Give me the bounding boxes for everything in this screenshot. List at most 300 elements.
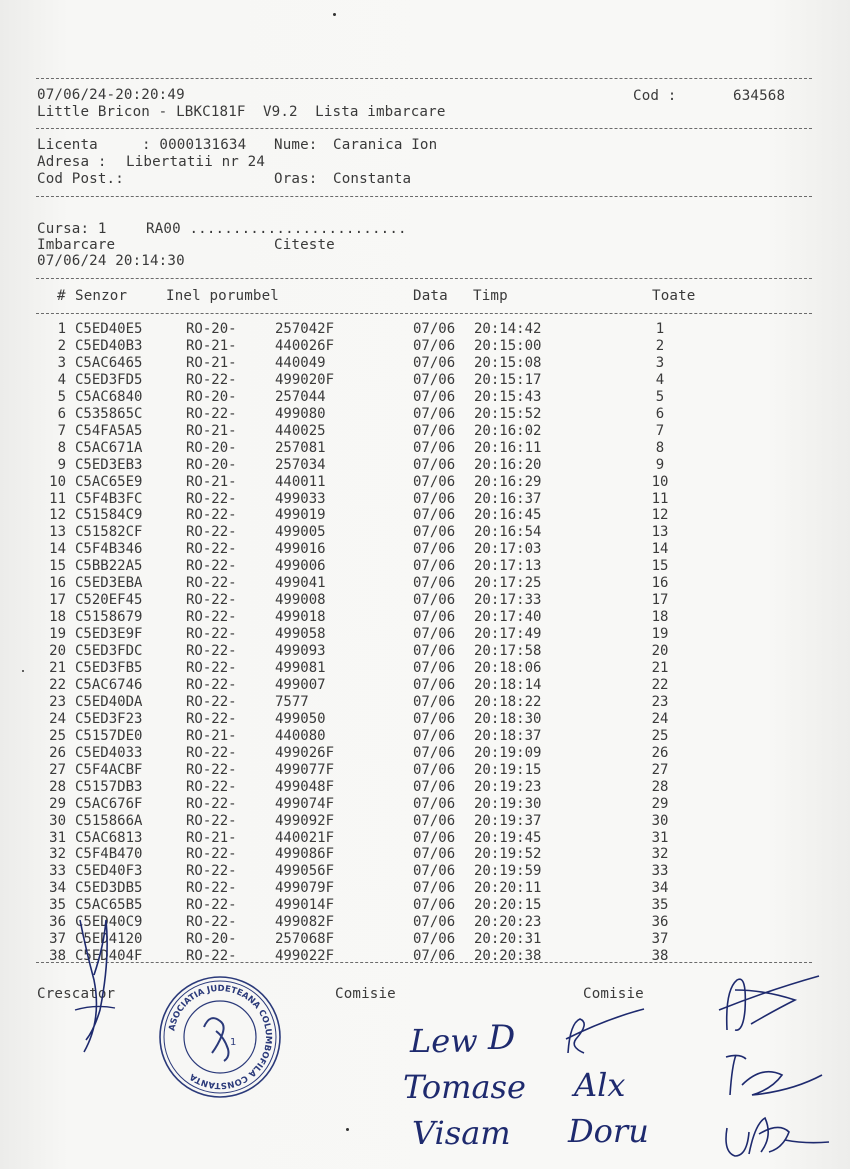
sensor-id: C5ED40E5: [75, 321, 143, 337]
table-row: [0, 796, 850, 813]
ring-number: 499020F: [275, 371, 335, 388]
ring-number: 440080: [275, 727, 326, 744]
table-row: [0, 457, 850, 474]
sensor-id: C5ED3FDC: [75, 643, 143, 660]
ring-prefix: RO-22-: [186, 676, 237, 693]
sensor-id: C5158679: [75, 609, 143, 626]
ring-prefix: RO-20-: [186, 456, 237, 473]
ring-prefix: RO-22-: [186, 541, 237, 558]
sensor-id: C5ED3EB3: [75, 456, 143, 473]
arrival-date: 07/06: [413, 643, 456, 660]
ring-prefix: RO-22-: [186, 761, 237, 778]
oras-value: Constanta: [333, 171, 412, 187]
ring-number: 499086F: [275, 846, 335, 863]
codpost-label: Cod Post.:: [37, 171, 124, 187]
arrival-date: 07/06: [413, 592, 456, 609]
rank-all: 35: [651, 897, 669, 914]
table-row: [0, 711, 850, 728]
arrival-date: 07/06: [413, 795, 456, 812]
col-header-data: Data: [413, 288, 448, 304]
table-row: [0, 575, 850, 592]
table-row: [0, 338, 850, 355]
row-index: 7: [57, 422, 66, 439]
ring-prefix: RO-22-: [186, 592, 237, 609]
arrival-time: 20:20:31: [474, 931, 542, 948]
table-row: [0, 406, 850, 423]
ring-number: 7577: [275, 693, 309, 710]
table-row: [0, 897, 850, 914]
table-row: [0, 491, 850, 508]
sensor-id: C5ED4033: [75, 744, 143, 761]
table-row: [0, 440, 850, 457]
arrival-date: 07/06: [413, 948, 456, 965]
handwritten-name-3a: Visam: [412, 1114, 511, 1152]
ring-prefix: RO-21-: [186, 337, 237, 354]
row-index: 19: [49, 626, 66, 643]
row-index: 28: [49, 778, 66, 795]
ring-number: 257044: [275, 388, 326, 405]
col-header-senzor: Senzor: [75, 288, 128, 304]
arrival-time: 20:15:52: [474, 405, 542, 422]
handwritten-name-3b: Doru: [568, 1112, 649, 1150]
ring-prefix: RO-22-: [186, 405, 237, 422]
separator-line: [36, 196, 812, 197]
table-row: [0, 677, 850, 694]
sensor-id: C54FA5A5: [75, 422, 143, 439]
arrival-time: 20:16:29: [474, 473, 542, 490]
row-index: 17: [49, 592, 66, 609]
ring-number: 499050: [275, 710, 326, 727]
row-index: 11: [49, 490, 66, 507]
row-index: 3: [57, 354, 66, 371]
comisie-label: Comisie: [335, 986, 396, 1002]
row-index: 1: [57, 321, 66, 337]
rank-all: 32: [651, 846, 669, 863]
table-row: [0, 592, 850, 609]
arrival-time: 20:19:30: [474, 795, 542, 812]
arrival-time: 20:18:30: [474, 710, 542, 727]
ring-number: 499081: [275, 660, 326, 676]
table-row: [0, 524, 850, 541]
arrival-time: 20:19:52: [474, 846, 542, 863]
separator-line: [36, 278, 812, 279]
row-index: 6: [57, 405, 66, 422]
arrival-time: 20:16:20: [474, 456, 542, 473]
rank-all: 16: [651, 575, 669, 592]
arrival-time: 20:16:54: [474, 524, 542, 541]
ring-prefix: RO-22-: [186, 710, 237, 727]
table-row: [0, 762, 850, 779]
row-index: 4: [57, 371, 66, 388]
sensor-id: C5AC6813: [75, 829, 143, 846]
sensor-id: C5ED3E9F: [75, 626, 143, 643]
sensor-id: C5F4B3FC: [75, 490, 143, 507]
ring-prefix: RO-20-: [186, 931, 237, 948]
arrival-time: 20:17:40: [474, 609, 542, 626]
row-index: 31: [49, 829, 66, 846]
arrival-date: 07/06: [413, 914, 456, 931]
sensor-id: C5ED40B3: [75, 337, 143, 354]
ring-prefix: RO-22-: [186, 846, 237, 863]
arrival-time: 20:19:15: [474, 761, 542, 778]
row-index: 14: [49, 541, 66, 558]
ring-number: 499092F: [275, 812, 335, 829]
arrival-date: 07/06: [413, 456, 456, 473]
rank-all: 17: [651, 592, 669, 609]
oras-label: Oras:: [274, 171, 318, 187]
sensor-id: C5AC65E9: [75, 473, 143, 490]
row-index: 33: [49, 863, 66, 880]
table-row: [0, 813, 850, 830]
ring-number: 499018: [275, 609, 326, 626]
table-row: [0, 541, 850, 558]
sensor-id: C51584C9: [75, 507, 143, 524]
ring-number: 499019: [275, 507, 326, 524]
arrival-date: 07/06: [413, 727, 456, 744]
arrival-date: 07/06: [413, 405, 456, 422]
comisie-signature-4: [715, 1108, 835, 1168]
sensor-id: C5AC65B5: [75, 897, 143, 914]
rank-all: 15: [651, 558, 669, 575]
handwritten-name-2a: Tomase: [403, 1068, 526, 1106]
rank-all: 28: [651, 778, 669, 795]
handwritten-name-1a: Lew: [410, 1022, 478, 1060]
sensor-id: C5ED404F: [75, 948, 143, 965]
rank-all: 5: [655, 388, 665, 405]
sensor-id: C5ED40DA: [75, 693, 143, 710]
rank-all: 27: [651, 761, 669, 778]
rank-all: 37: [651, 931, 669, 948]
arrival-time: 20:15:00: [474, 337, 542, 354]
row-index: 2: [57, 337, 66, 354]
row-index: 9: [57, 456, 66, 473]
ring-number: 499033: [275, 490, 326, 507]
arrival-date: 07/06: [413, 541, 456, 558]
table-row: [0, 558, 850, 575]
ring-number: 499022F: [275, 948, 335, 965]
arrival-date: 07/06: [413, 524, 456, 541]
ring-number: 499007: [275, 676, 326, 693]
ring-prefix: RO-22-: [186, 744, 237, 761]
arrival-time: 20:20:15: [474, 897, 542, 914]
arrival-date: 07/06: [413, 693, 456, 710]
arrival-date: 07/06: [413, 439, 456, 456]
ring-prefix: RO-22-: [186, 897, 237, 914]
ring-prefix: RO-21-: [186, 473, 237, 490]
rank-all: 19: [651, 626, 669, 643]
ring-prefix: RO-22-: [186, 880, 237, 897]
table-row: [0, 660, 850, 677]
col-header-idx: #: [57, 288, 66, 304]
rank-all: 21: [651, 660, 669, 676]
arrival-date: 07/06: [413, 473, 456, 490]
cursa-label: Cursa: 1: [37, 221, 107, 237]
crescator-signature: [70, 914, 143, 1055]
sensor-id: C5F4B346: [75, 541, 143, 558]
sensor-id: C5ED40F3: [75, 863, 143, 880]
table-row: [0, 643, 850, 660]
arrival-time: 20:17:33: [474, 592, 542, 609]
rank-all: 3: [655, 354, 665, 371]
ring-prefix: RO-21-: [186, 829, 237, 846]
ring-number: 499016: [275, 541, 326, 558]
table-row: [0, 507, 850, 524]
program-title: Little Bricon - LBKC181F V9.2 Lista imbarcare: [37, 104, 446, 120]
rank-all: 8: [655, 439, 665, 456]
sensor-id: C5ED3FB5: [75, 660, 143, 676]
row-index: 34: [49, 880, 66, 897]
ring-prefix: RO-22-: [186, 524, 237, 541]
ring-number: 440011: [275, 473, 326, 490]
separator-line: [36, 313, 812, 314]
licenta-label: Licenta: [37, 137, 98, 153]
rank-all: 24: [651, 710, 669, 727]
row-index: 32: [49, 846, 66, 863]
arrival-date: 07/06: [413, 829, 456, 846]
table-row: [0, 626, 850, 643]
row-index: 30: [49, 812, 66, 829]
arrival-time: 20:17:13: [474, 558, 542, 575]
sensor-id: C51582CF: [75, 524, 143, 541]
arrival-time: 20:16:11: [474, 439, 542, 456]
comisie-signature-2: [715, 970, 825, 1040]
row-index: 37: [49, 931, 66, 948]
sensor-id: C5F4ACBF: [75, 761, 143, 778]
stamp-text: ASOCIATIA JUDETEANA COLUMBOFILA CONSTANTA: [167, 983, 274, 1091]
row-index: 5: [57, 388, 66, 405]
ring-number: 499093: [275, 643, 326, 660]
ring-prefix: RO-22-: [186, 863, 237, 880]
sensor-id: C5ED4120: [75, 931, 143, 948]
row-index: 16: [49, 575, 66, 592]
ring-prefix: RO-22-: [186, 558, 237, 575]
separator-line: [36, 78, 812, 79]
arrival-date: 07/06: [413, 337, 456, 354]
ring-number: 440025: [275, 422, 326, 439]
arrival-date: 07/06: [413, 575, 456, 592]
row-index: 36: [49, 914, 66, 931]
arrival-time: 20:19:59: [474, 863, 542, 880]
rank-all: 6: [655, 405, 665, 422]
sensor-id: C535865C: [75, 405, 143, 422]
nume-value: Caranica Ion: [333, 137, 438, 153]
ring-number: 257034: [275, 456, 326, 473]
ring-prefix: RO-22-: [186, 693, 237, 710]
ring-number: 499080: [275, 405, 326, 422]
arrival-time: 20:16:45: [474, 507, 542, 524]
arrival-date: 07/06: [413, 897, 456, 914]
rank-all: 14: [651, 541, 669, 558]
ring-prefix: RO-22-: [186, 812, 237, 829]
ring-prefix: RO-22-: [186, 948, 237, 965]
rank-all: 2: [655, 337, 665, 354]
row-index: 27: [49, 761, 66, 778]
row-index: 12: [49, 507, 66, 524]
rank-all: 26: [651, 744, 669, 761]
licenta-value: : 0000131634: [142, 137, 247, 153]
sensor-id: C5AC6840: [75, 388, 143, 405]
ring-number: 499048F: [275, 778, 335, 795]
arrival-date: 07/06: [413, 778, 456, 795]
row-index: 25: [49, 727, 66, 744]
table-row: [0, 321, 850, 338]
sensor-id: C515866A: [75, 812, 143, 829]
arrival-time: 20:19:45: [474, 829, 542, 846]
sensor-id: C5AC6746: [75, 676, 143, 693]
col-header-timp: Timp: [473, 288, 508, 304]
ring-prefix: RO-20-: [186, 321, 237, 337]
row-index: 21: [49, 660, 66, 676]
ring-number: 499082F: [275, 914, 335, 931]
ring-number: 440026F: [275, 337, 335, 354]
table-row: [0, 728, 850, 745]
ring-prefix: RO-22-: [186, 778, 237, 795]
arrival-date: 07/06: [413, 846, 456, 863]
sensor-id: C5157DB3: [75, 778, 143, 795]
rank-all: 34: [651, 880, 669, 897]
sensor-id: C520EF45: [75, 592, 143, 609]
arrival-time: 20:17:58: [474, 643, 542, 660]
arrival-date: 07/06: [413, 422, 456, 439]
ring-prefix: RO-22-: [186, 371, 237, 388]
table-row: [0, 609, 850, 626]
rank-all: 33: [651, 863, 669, 880]
rank-all: 20: [651, 643, 669, 660]
arrival-time: 20:17:25: [474, 575, 542, 592]
rank-all: 30: [651, 812, 669, 829]
rank-all: 18: [651, 609, 669, 626]
svg-text:1: 1: [230, 1037, 237, 1048]
arrival-date: 07/06: [413, 744, 456, 761]
arrival-date: 07/06: [413, 812, 456, 829]
cod-value: 634568: [733, 88, 786, 104]
sensor-id: C5ED3EBA: [75, 575, 143, 592]
row-index: 22: [49, 676, 66, 693]
ring-prefix: RO-22-: [186, 795, 237, 812]
nume-label: Nume:: [274, 137, 318, 153]
scan-speck: [346, 1128, 349, 1131]
row-index: 10: [49, 473, 66, 490]
ring-prefix: RO-22-: [186, 490, 237, 507]
arrival-time: 20:15:17: [474, 371, 542, 388]
sensor-id: C5BB22A5: [75, 558, 143, 575]
arrival-time: 20:15:08: [474, 354, 542, 371]
arrival-date: 07/06: [413, 710, 456, 727]
arrival-time: 20:16:37: [474, 490, 542, 507]
row-index: 15: [49, 558, 66, 575]
row-index: 13: [49, 524, 66, 541]
row-index: 26: [49, 744, 66, 761]
arrival-time: 20:19:09: [474, 744, 542, 761]
arrival-date: 07/06: [413, 880, 456, 897]
rank-all: 7: [655, 422, 665, 439]
table-row: [0, 389, 850, 406]
sensor-id: C5ED3DB5: [75, 880, 143, 897]
ring-number: 257081: [275, 439, 326, 456]
scan-speck: [333, 13, 336, 16]
arrival-date: 07/06: [413, 558, 456, 575]
arrival-time: 20:18:22: [474, 693, 542, 710]
rank-all: 12: [651, 507, 669, 524]
ring-prefix: RO-21-: [186, 727, 237, 744]
ring-number: 499008: [275, 592, 326, 609]
arrival-date: 07/06: [413, 609, 456, 626]
ring-prefix: RO-21-: [186, 422, 237, 439]
arrival-date: 07/06: [413, 371, 456, 388]
rank-all: 1: [655, 321, 665, 337]
ring-number: 499005: [275, 524, 326, 541]
ring-prefix: RO-22-: [186, 626, 237, 643]
rank-all: 31: [651, 829, 669, 846]
rank-all: 11: [651, 490, 669, 507]
arrival-date: 07/06: [413, 761, 456, 778]
rank-all: 9: [655, 456, 665, 473]
arrival-time: 20:18:37: [474, 727, 542, 744]
sensor-id: C5ED3F23: [75, 710, 143, 727]
ring-number: 440049: [275, 354, 326, 371]
comisie-signature-3: [720, 1045, 830, 1105]
rank-all: 10: [651, 473, 669, 490]
sensor-id: C5F4B470: [75, 846, 143, 863]
table-row: [0, 474, 850, 491]
arrival-time: 20:20:38: [474, 948, 542, 965]
ring-prefix: RO-22-: [186, 914, 237, 931]
citeste-label: Citeste: [274, 237, 335, 253]
rank-all: 29: [651, 795, 669, 812]
ring-prefix: RO-22-: [186, 575, 237, 592]
ring-prefix: RO-20-: [186, 388, 237, 405]
ring-number: 499079F: [275, 880, 335, 897]
ring-number: 257068F: [275, 931, 335, 948]
table-row: [0, 694, 850, 711]
ring-number: 499014F: [275, 897, 335, 914]
arrival-time: 20:14:42: [474, 321, 542, 337]
arrival-time: 20:18:06: [474, 660, 542, 676]
separator-line: [36, 962, 812, 963]
sensor-id: C5157DE0: [75, 727, 143, 744]
imbarcare-label: Imbarcare: [37, 237, 116, 253]
sensor-id: C5AC671A: [75, 439, 143, 456]
table-row: [0, 745, 850, 762]
arrival-date: 07/06: [413, 354, 456, 371]
rank-all: 13: [651, 524, 669, 541]
arrival-time: 20:17:03: [474, 541, 542, 558]
arrival-time: 20:16:02: [474, 422, 542, 439]
table-row: [0, 880, 850, 897]
row-index: 20: [49, 643, 66, 660]
association-stamp: [158, 975, 282, 1099]
arrival-date: 07/06: [413, 931, 456, 948]
row-index: 23: [49, 693, 66, 710]
ring-prefix: RO-20-: [186, 439, 237, 456]
arrival-date: 07/06: [413, 321, 456, 337]
cursa-code: RA00 .........................: [146, 221, 407, 237]
table-row: [0, 355, 850, 372]
ring-prefix: RO-21-: [186, 354, 237, 371]
col-header-inel: Inel porumbel: [166, 288, 279, 304]
comisie-signature-1: [560, 1005, 650, 1065]
handwritten-name-2b: Alx: [574, 1066, 626, 1104]
table-row: [0, 372, 850, 389]
ring-number: 499006: [275, 558, 326, 575]
crescator-label: Crescator: [37, 986, 116, 1002]
arrival-date: 07/06: [413, 863, 456, 880]
ring-number: 257042F: [275, 321, 335, 337]
ring-number: 499041: [275, 575, 326, 592]
rank-all: 23: [651, 693, 669, 710]
separator-line: [36, 128, 812, 129]
sensor-id: C5ED3FD5: [75, 371, 143, 388]
